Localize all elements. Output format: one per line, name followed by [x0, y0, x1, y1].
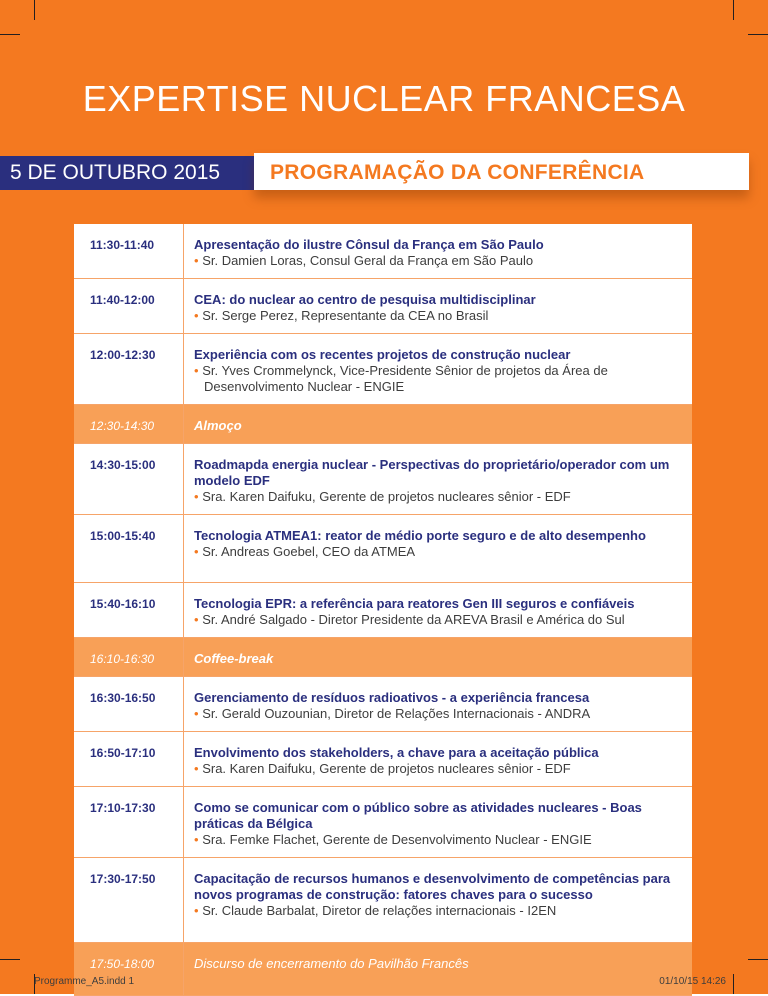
bullet-icon: •	[194, 489, 199, 504]
session-title: Envolvimento dos stakeholders, a chave para a aceitação pública	[194, 745, 599, 760]
session-details	[184, 638, 692, 676]
session-time: 16:10-16:30	[74, 638, 184, 676]
bullet-icon: •	[194, 308, 199, 323]
session-time: 16:30-16:50	[74, 677, 184, 731]
crop-mark	[0, 959, 20, 960]
session-speaker	[194, 612, 682, 628]
session-speaker	[194, 544, 682, 560]
session-speaker	[194, 489, 682, 505]
speaker-text: Sr. Andreas Goebel, CEO da ATMEA	[202, 544, 416, 559]
session-details	[184, 515, 692, 582]
session-details	[184, 279, 692, 333]
session-details	[184, 858, 692, 942]
session-time: 12:00-12:30	[74, 334, 184, 404]
file-name: Programme_A5.indd 1	[34, 976, 135, 987]
crop-mark	[733, 974, 734, 994]
speaker-text: Sr. Serge Perez, Representante da CEA no Brasil	[202, 308, 489, 323]
schedule-row	[74, 732, 692, 787]
session-time: 17:50-18:00	[74, 943, 184, 995]
schedule-row	[74, 583, 692, 638]
session-details	[184, 224, 692, 278]
session-details	[184, 334, 692, 404]
speaker-text: Sr. Yves Crommelynck, Vice-Presidente Sênior de projetos da Área de Desenvolvimento Nuclear - ENGIE	[202, 363, 608, 394]
speaker-text: Sra. Femke Flachet, Gerente de Desenvolvimento Nuclear - ENGIE	[202, 832, 592, 847]
session-speaker	[194, 308, 682, 324]
session-title: Almoço	[194, 418, 242, 433]
page-title: EXPERTISE NUCLEAR FRANCESA	[82, 78, 686, 119]
schedule-row	[74, 334, 692, 405]
session-details	[184, 583, 692, 637]
schedule-row	[74, 638, 692, 677]
session-speaker	[194, 903, 682, 919]
bullet-icon: •	[194, 544, 199, 559]
session-title: Apresentação do ilustre Cônsul da França em São Paulo	[194, 237, 544, 252]
session-details	[184, 732, 692, 786]
session-time: 12:30-14:30	[74, 405, 184, 443]
session-title: Gerenciamento de resíduos radioativos - a experiência francesa	[194, 690, 590, 705]
session-details	[184, 943, 692, 995]
schedule-row	[74, 515, 692, 583]
session-title: Capacitação de recursos humanos e desenvolvimento de competências para novos programas de construção: fatores chaves para o sucesso	[194, 871, 671, 902]
session-time: 16:50-17:10	[74, 732, 184, 786]
session-time: 17:10-17:30	[74, 787, 184, 857]
session-speaker	[194, 832, 682, 848]
schedule-row	[74, 858, 692, 943]
crop-mark	[0, 34, 20, 35]
session-title: Discurso de encerramento do Pavilhão Francês	[194, 956, 469, 971]
schedule-table	[74, 224, 692, 996]
speaker-text: Sr. Damien Loras, Consul Geral da França em São Paulo	[202, 253, 534, 268]
session-title: Roadmapda energia nuclear - Perspectivas do proprietário/operador com um modelo EDF	[194, 457, 670, 488]
bullet-icon: •	[194, 612, 199, 627]
schedule-row	[74, 787, 692, 858]
crop-mark	[34, 0, 35, 20]
schedule-row	[74, 444, 692, 515]
speaker-text: Sra. Karen Daifuku, Gerente de projetos nucleares sênior - EDF	[202, 489, 571, 504]
session-time: 15:00-15:40	[74, 515, 184, 582]
bullet-icon: •	[194, 706, 199, 721]
bullet-icon: •	[194, 903, 199, 918]
crop-mark	[748, 34, 768, 35]
session-title: Tecnologia ATMEA1: reator de médio porte seguro e de alto desempenho	[194, 528, 646, 543]
schedule-row	[74, 279, 692, 334]
session-title: CEA: do nuclear ao centro de pesquisa multidisciplinar	[194, 292, 536, 307]
speaker-text: Sr. Gerald Ouzounian, Diretor de Relações Internacionais - ANDRA	[202, 706, 591, 721]
bullet-icon: •	[194, 761, 199, 776]
session-time: 11:30-11:40	[74, 224, 184, 278]
speaker-text: Sr. Claude Barbalat, Diretor de relações internacionais - I2EN	[202, 903, 557, 918]
crop-mark	[733, 0, 734, 20]
speaker-text: Sr. André Salgado - Diretor Presidente da AREVA Brasil e América do Sul	[202, 612, 625, 627]
schedule-row	[74, 224, 692, 279]
session-time: 11:40-12:00	[74, 279, 184, 333]
session-speaker	[194, 253, 682, 269]
session-time: 14:30-15:00	[74, 444, 184, 514]
bullet-icon: •	[194, 832, 199, 847]
session-time: 17:30-17:50	[74, 858, 184, 942]
session-speaker	[194, 363, 682, 395]
schedule-row	[74, 677, 692, 732]
print-timestamp: 01/10/15 14:26	[659, 976, 726, 987]
session-title: Experiência com os recentes projetos de construção nuclear	[194, 347, 571, 362]
session-details	[184, 405, 692, 443]
session-title: Coffee-break	[194, 651, 274, 666]
session-title: Tecnologia EPR: a referência para reatores Gen III seguros e confiáveis	[194, 596, 635, 611]
crop-mark	[748, 959, 768, 960]
schedule-row	[74, 405, 692, 444]
bullet-icon: •	[194, 363, 199, 378]
schedule-row	[74, 943, 692, 996]
speaker-text: Sra. Karen Daifuku, Gerente de projetos nucleares sênior - EDF	[202, 761, 571, 776]
session-title: Como se comunicar com o público sobre as atividades nucleares - Boas práticas da Bélgica	[194, 800, 642, 831]
bullet-icon: •	[194, 253, 199, 268]
session-details	[184, 787, 692, 857]
conference-date: 5 DE OUTUBRO 2015	[10, 161, 221, 184]
session-details	[184, 677, 692, 731]
session-details	[184, 444, 692, 514]
session-time: 15:40-16:10	[74, 583, 184, 637]
session-speaker	[194, 761, 682, 777]
program-heading: PROGRAMAÇÃO DA CONFERÊNCIA	[270, 161, 645, 184]
session-speaker	[194, 706, 682, 722]
